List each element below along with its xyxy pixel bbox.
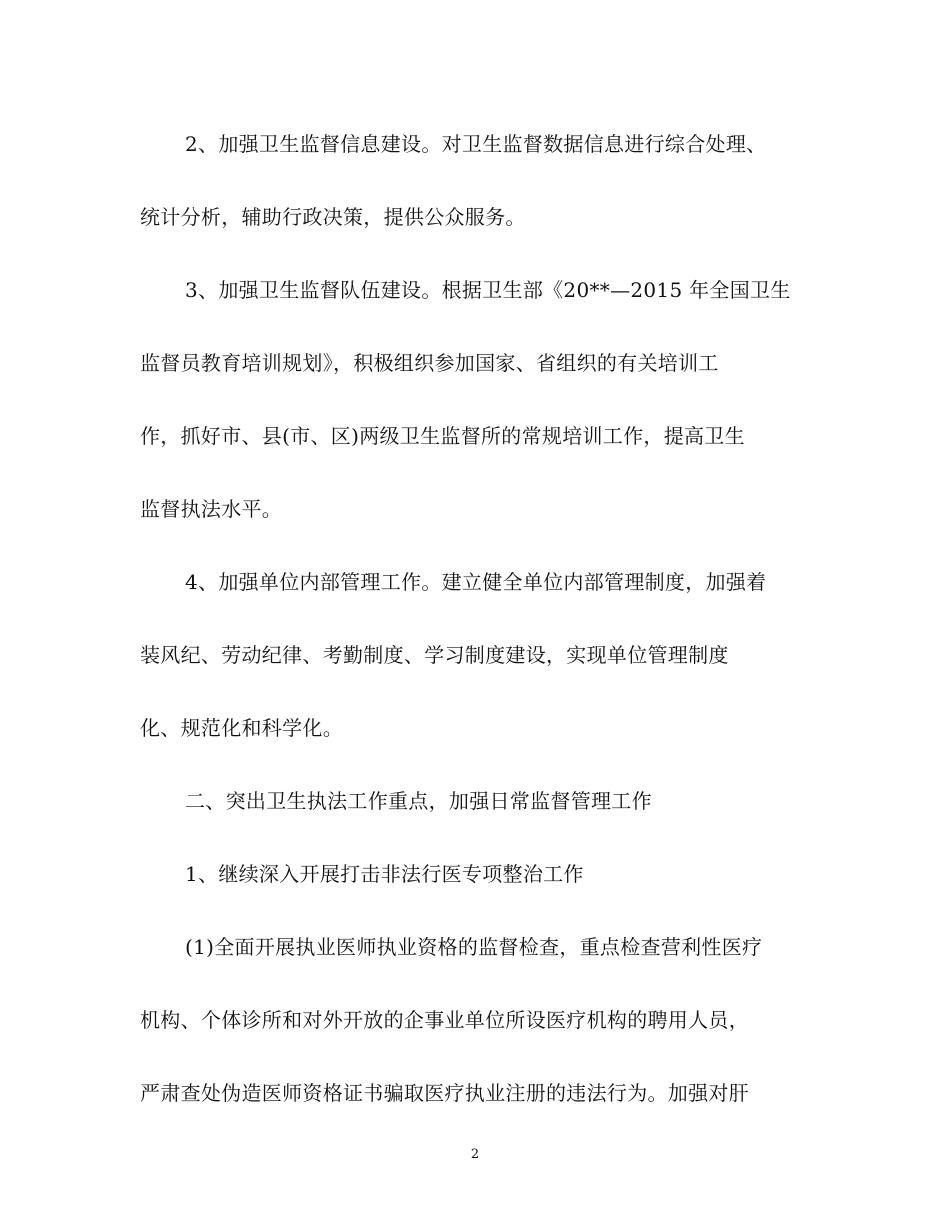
text-line: 监督员教育培训规划》，积极组织参加国家、省组织的有关培训工: [140, 351, 719, 375]
section-heading: 二、突出卫生执法工作重点，加强日常监督管理工作: [185, 789, 652, 813]
text-line: 化、规范化和科学化。: [140, 716, 343, 740]
text-line: 严肃查处伪造医师资格证书骗取医疗执业注册的违法行为。加强对肝: [140, 1081, 749, 1105]
text-line: 作，抓好市、县(市、区)两级卫生监督所的常规培训工作，提高卫生: [140, 424, 745, 448]
text-line: 装风纪、劳动纪律、考勤制度、学习制度建设，实现单位管理制度: [140, 643, 729, 667]
text-line: 4、加强单位内部管理工作。建立健全单位内部管理制度，加强着: [185, 570, 767, 594]
text-line: 3、加强卫生监督队伍建设。根据卫生部《20**—2015 年全国卫生: [185, 278, 791, 302]
subsection-heading: 1、继续深入开展打击非法行医专项整治工作: [185, 862, 584, 886]
text-line: 2、加强卫生监督信息建设。对卫生监督数据信息进行综合处理、: [185, 132, 767, 156]
text-line: (1)全面开展执业医师执业资格的监督检查，重点检查营利性医疗: [185, 935, 763, 959]
text-line: 监督执法水平。: [140, 497, 283, 521]
text-line: 机构、个体诊所和对外开放的企事业单位所设医疗机构的聘用人员，: [140, 1008, 749, 1032]
text-line: 统计分析，辅助行政决策，提供公众服务。: [140, 205, 526, 229]
page-number: 2: [470, 1147, 480, 1162]
